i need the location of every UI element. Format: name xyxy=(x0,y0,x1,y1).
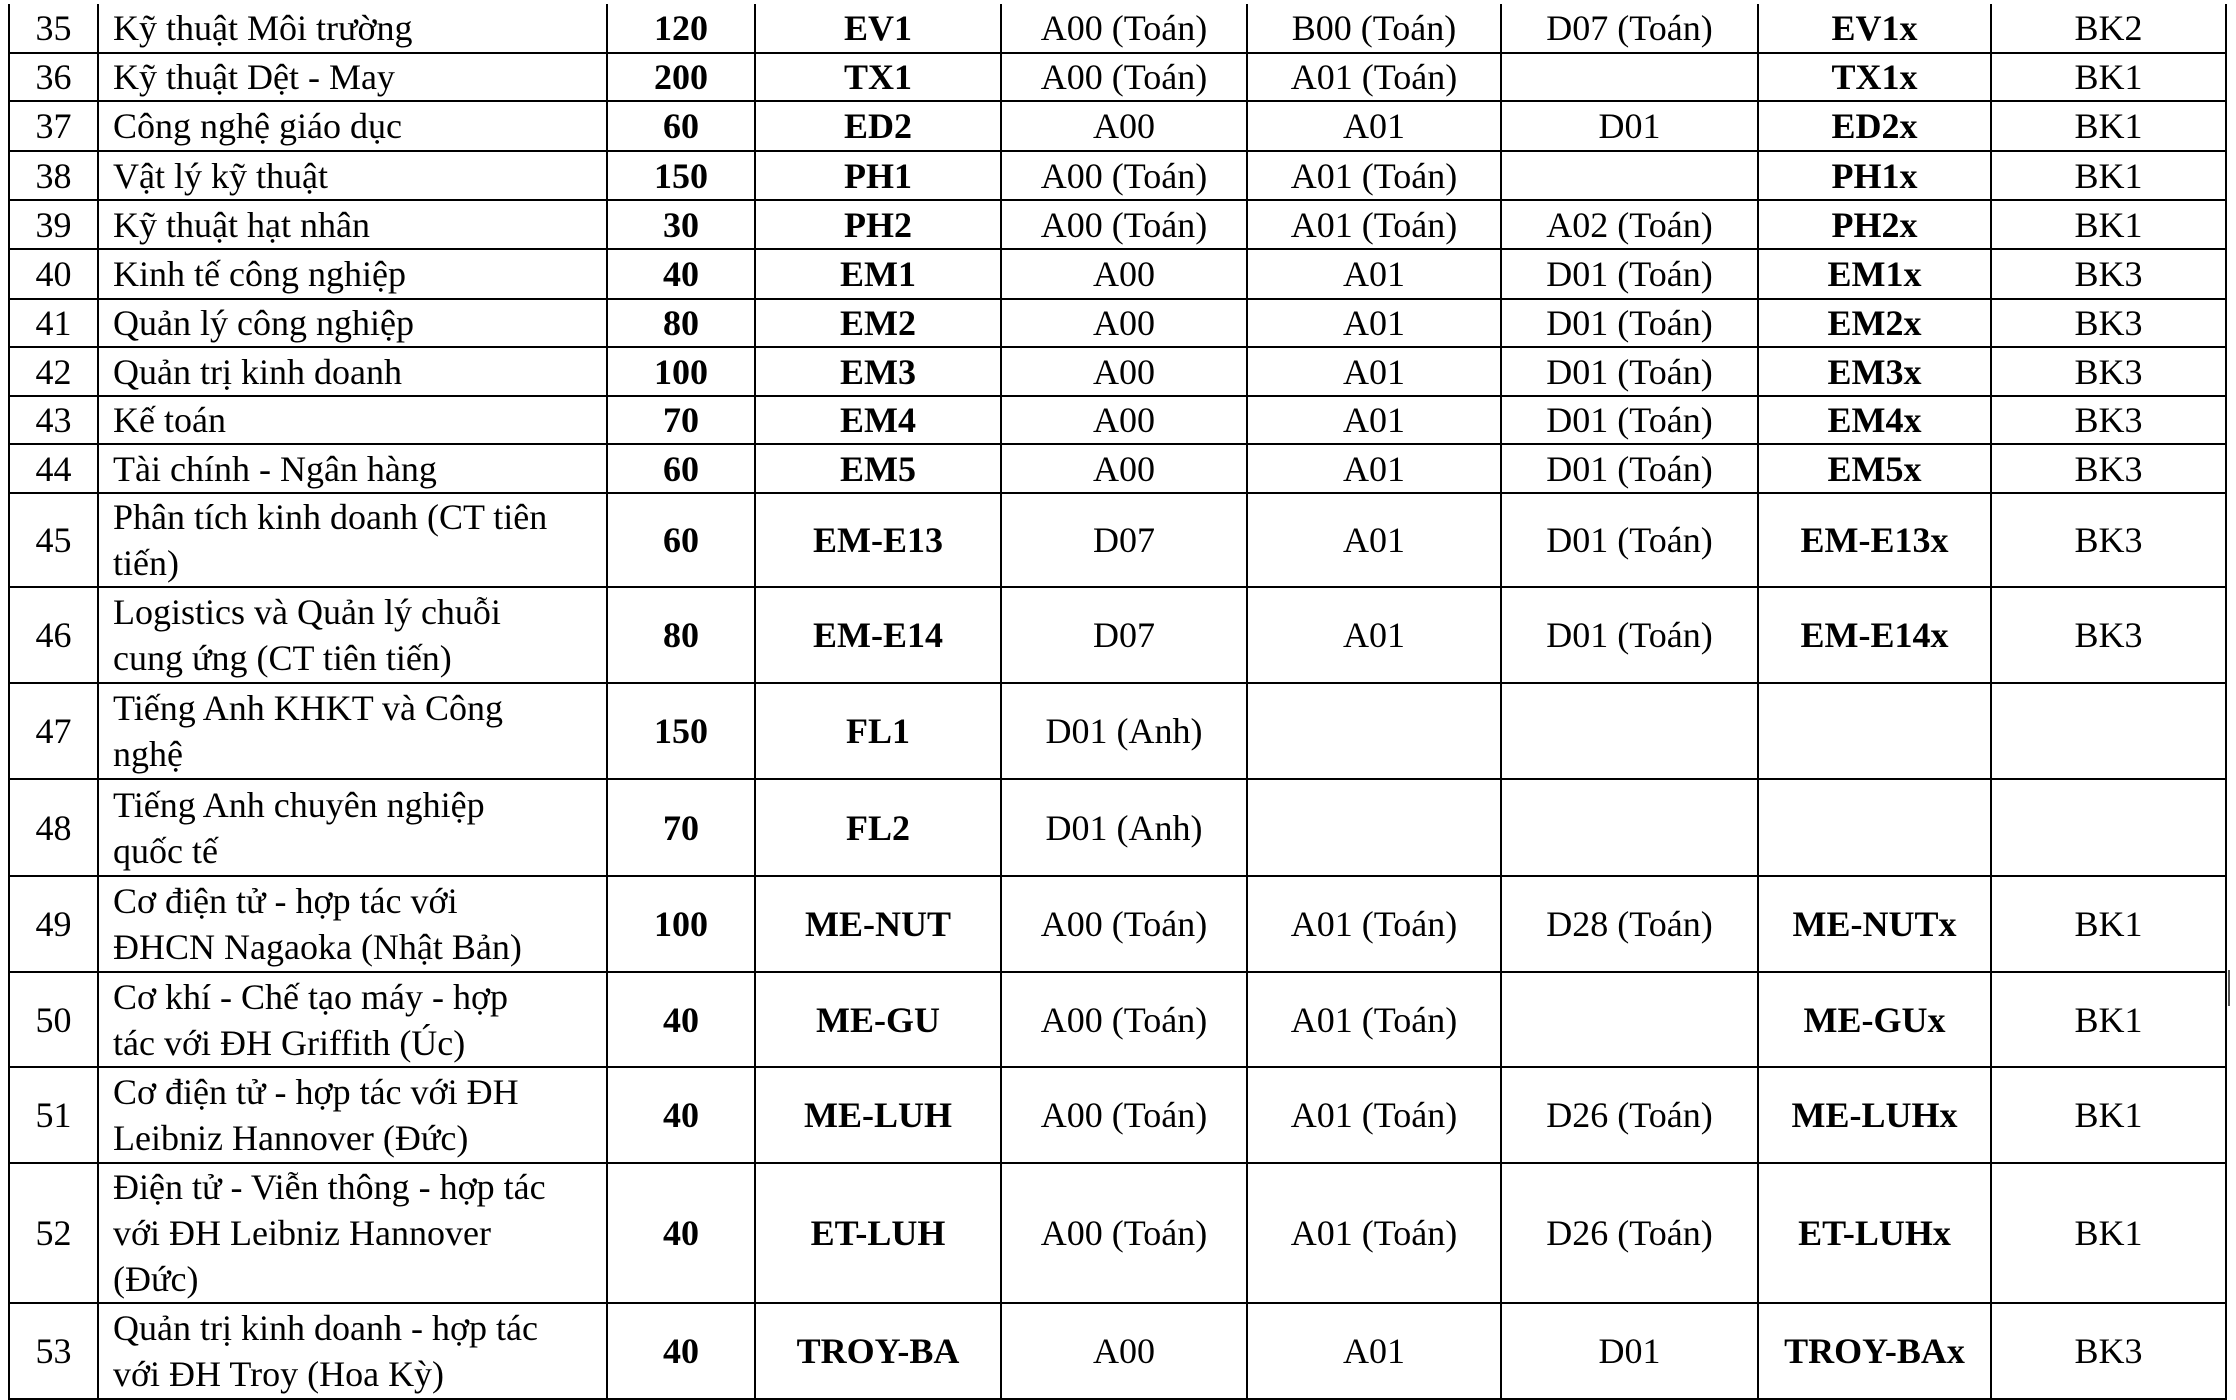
quota-cell: 70 xyxy=(607,396,755,444)
subject-combo-2-cell: B00 (Toán) xyxy=(1247,4,1501,53)
subject-combo-1-cell: D07 xyxy=(1001,587,1247,683)
alt-code-cell: PH1x xyxy=(1758,151,1991,200)
program-code-cell: ME-NUT xyxy=(755,876,1001,972)
group-cell: BK1 xyxy=(1991,876,2226,972)
alt-code-cell: EM2x xyxy=(1758,299,1991,347)
quota-cell: 40 xyxy=(607,1163,755,1303)
quota-cell: 200 xyxy=(607,53,755,101)
subject-combo-1-cell: A00 xyxy=(1001,347,1247,396)
subject-combo-1-cell: D01 (Anh) xyxy=(1001,683,1247,779)
subject-combo-1-cell: A00 (Toán) xyxy=(1001,876,1247,972)
subject-combo-1-cell: A00 xyxy=(1001,101,1247,151)
subject-combo-2-cell: A01 (Toán) xyxy=(1247,972,1501,1067)
program-code-cell: ME-LUH xyxy=(755,1067,1001,1163)
program-code-cell: EM5 xyxy=(755,444,1001,493)
subject-combo-2-cell: A01 xyxy=(1247,444,1501,493)
table-row xyxy=(9,101,2226,151)
table-row xyxy=(9,1163,2226,1303)
program-name-cell: Công nghệ giáo dục xyxy=(98,101,607,151)
table-row xyxy=(9,493,2226,587)
program-code-cell: TROY-BA xyxy=(755,1303,1001,1399)
subject-combo-3-cell xyxy=(1501,779,1758,876)
row-number-cell: 48 xyxy=(9,779,98,876)
group-cell: BK1 xyxy=(1991,1067,2226,1163)
subject-combo-2-cell xyxy=(1247,683,1501,779)
subject-combo-2-cell: A01 xyxy=(1247,587,1501,683)
group-cell: BK3 xyxy=(1991,249,2226,299)
program-name-cell: Tiếng Anh KHKT và Công nghệ xyxy=(98,683,607,779)
table-row xyxy=(9,200,2226,249)
subject-combo-3-cell xyxy=(1501,972,1758,1067)
alt-code-cell: EM1x xyxy=(1758,249,1991,299)
table-row xyxy=(9,876,2226,972)
subject-combo-3-cell: D26 (Toán) xyxy=(1501,1163,1758,1303)
table-row xyxy=(9,972,2226,1067)
subject-combo-3-cell: D01 xyxy=(1501,101,1758,151)
subject-combo-2-cell: A01 xyxy=(1247,396,1501,444)
quota-cell: 120 xyxy=(607,4,755,53)
table-row xyxy=(9,1303,2226,1399)
group-cell xyxy=(1991,779,2226,876)
group-cell: BK3 xyxy=(1991,1303,2226,1399)
subject-combo-1-cell: A00 (Toán) xyxy=(1001,1067,1247,1163)
row-number-cell: 42 xyxy=(9,347,98,396)
subject-combo-2-cell: A01 xyxy=(1247,1303,1501,1399)
subject-combo-2-cell: A01 xyxy=(1247,101,1501,151)
subject-combo-2-cell: A01 xyxy=(1247,299,1501,347)
row-number-cell: 46 xyxy=(9,587,98,683)
group-cell: BK3 xyxy=(1991,493,2226,587)
alt-code-cell: EM4x xyxy=(1758,396,1991,444)
subject-combo-1-cell: A00 xyxy=(1001,396,1247,444)
program-code-cell: ED2 xyxy=(755,101,1001,151)
row-number-cell: 39 xyxy=(9,200,98,249)
quota-cell: 30 xyxy=(607,200,755,249)
program-name-cell: Tài chính - Ngân hàng xyxy=(98,444,607,493)
subject-combo-3-cell: D01 (Toán) xyxy=(1501,347,1758,396)
row-number-cell: 51 xyxy=(9,1067,98,1163)
program-code-cell: PH2 xyxy=(755,200,1001,249)
subject-combo-1-cell: A00 xyxy=(1001,1303,1247,1399)
quota-cell: 60 xyxy=(607,444,755,493)
table-row xyxy=(9,151,2226,200)
program-name-cell: Điện tử - Viễn thông - hợp tác với ĐH Leibniz Hannover (Đức) xyxy=(98,1163,607,1303)
subject-combo-2-cell: A01 (Toán) xyxy=(1247,1163,1501,1303)
subject-combo-2-cell: A01 (Toán) xyxy=(1247,151,1501,200)
row-number-cell: 43 xyxy=(9,396,98,444)
program-name-cell: Kỹ thuật hạt nhân xyxy=(98,200,607,249)
group-cell: BK3 xyxy=(1991,587,2226,683)
group-cell xyxy=(1991,683,2226,779)
subject-combo-2-cell: A01 (Toán) xyxy=(1247,1067,1501,1163)
table-row xyxy=(9,53,2226,101)
group-cell: BK3 xyxy=(1991,444,2226,493)
program-code-cell: EM4 xyxy=(755,396,1001,444)
group-cell: BK1 xyxy=(1991,1163,2226,1303)
subject-combo-3-cell: D07 (Toán) xyxy=(1501,4,1758,53)
alt-code-cell: EM3x xyxy=(1758,347,1991,396)
quota-cell: 40 xyxy=(607,1067,755,1163)
row-number-cell: 37 xyxy=(9,101,98,151)
subject-combo-3-cell: D26 (Toán) xyxy=(1501,1067,1758,1163)
program-code-cell: EM-E13 xyxy=(755,493,1001,587)
table-body xyxy=(9,4,2226,1399)
subject-combo-2-cell: A01 xyxy=(1247,249,1501,299)
group-cell: BK1 xyxy=(1991,200,2226,249)
subject-combo-3-cell: D01 (Toán) xyxy=(1501,299,1758,347)
admissions-table xyxy=(8,4,2227,1400)
text-cursor-mark xyxy=(2228,970,2230,1006)
subject-combo-1-cell: A00 (Toán) xyxy=(1001,1163,1247,1303)
row-number-cell: 36 xyxy=(9,53,98,101)
subject-combo-3-cell: D01 (Toán) xyxy=(1501,396,1758,444)
subject-combo-1-cell: A00 (Toán) xyxy=(1001,972,1247,1067)
subject-combo-1-cell: D01 (Anh) xyxy=(1001,779,1247,876)
program-code-cell: PH1 xyxy=(755,151,1001,200)
program-code-cell: EM2 xyxy=(755,299,1001,347)
subject-combo-1-cell: A00 (Toán) xyxy=(1001,151,1247,200)
subject-combo-1-cell: D07 xyxy=(1001,493,1247,587)
program-name-cell: Tiếng Anh chuyên nghiệp quốc tế xyxy=(98,779,607,876)
table-row xyxy=(9,4,2226,53)
row-number-cell: 40 xyxy=(9,249,98,299)
program-name-cell: Cơ khí - Chế tạo máy - hợp tác với ĐH Griffith (Úc) xyxy=(98,972,607,1067)
table-row xyxy=(9,347,2226,396)
subject-combo-2-cell: A01 xyxy=(1247,347,1501,396)
subject-combo-3-cell: D01 xyxy=(1501,1303,1758,1399)
quota-cell: 80 xyxy=(607,299,755,347)
row-number-cell: 44 xyxy=(9,444,98,493)
program-name-cell: Cơ điện tử - hợp tác với ĐH Leibniz Hannover (Đức) xyxy=(98,1067,607,1163)
row-number-cell: 38 xyxy=(9,151,98,200)
program-name-cell: Kế toán xyxy=(98,396,607,444)
table-row xyxy=(9,683,2226,779)
table-row xyxy=(9,299,2226,347)
alt-code-cell: EV1x xyxy=(1758,4,1991,53)
group-cell: BK3 xyxy=(1991,299,2226,347)
alt-code-cell: EM5x xyxy=(1758,444,1991,493)
row-number-cell: 52 xyxy=(9,1163,98,1303)
table-row xyxy=(9,1067,2226,1163)
quota-cell: 40 xyxy=(607,972,755,1067)
subject-combo-2-cell: A01 (Toán) xyxy=(1247,200,1501,249)
quota-cell: 40 xyxy=(607,1303,755,1399)
subject-combo-3-cell: D01 (Toán) xyxy=(1501,249,1758,299)
program-code-cell: FL1 xyxy=(755,683,1001,779)
row-number-cell: 35 xyxy=(9,4,98,53)
row-number-cell: 49 xyxy=(9,876,98,972)
alt-code-cell: TX1x xyxy=(1758,53,1991,101)
quota-cell: 80 xyxy=(607,587,755,683)
subject-combo-1-cell: A00 (Toán) xyxy=(1001,53,1247,101)
row-number-cell: 47 xyxy=(9,683,98,779)
alt-code-cell xyxy=(1758,683,1991,779)
program-name-cell: Kỹ thuật Dệt - May xyxy=(98,53,607,101)
quota-cell: 150 xyxy=(607,151,755,200)
quota-cell: 150 xyxy=(607,683,755,779)
alt-code-cell: ME-LUHx xyxy=(1758,1067,1991,1163)
subject-combo-2-cell xyxy=(1247,779,1501,876)
row-number-cell: 53 xyxy=(9,1303,98,1399)
group-cell: BK1 xyxy=(1991,972,2226,1067)
alt-code-cell: ME-GUx xyxy=(1758,972,1991,1067)
alt-code-cell: EM-E14x xyxy=(1758,587,1991,683)
subject-combo-3-cell: D28 (Toán) xyxy=(1501,876,1758,972)
table-row xyxy=(9,249,2226,299)
program-name-cell: Quản trị kinh doanh - hợp tác với ĐH Troy (Hoa Kỳ) xyxy=(98,1303,607,1399)
program-code-cell: EV1 xyxy=(755,4,1001,53)
program-code-cell: ET-LUH xyxy=(755,1163,1001,1303)
program-name-cell: Phân tích kinh doanh (CT tiên tiến) xyxy=(98,493,607,587)
row-number-cell: 45 xyxy=(9,493,98,587)
alt-code-cell: ED2x xyxy=(1758,101,1991,151)
program-code-cell: ME-GU xyxy=(755,972,1001,1067)
program-code-cell: EM1 xyxy=(755,249,1001,299)
table-row xyxy=(9,444,2226,493)
program-code-cell: FL2 xyxy=(755,779,1001,876)
group-cell: BK2 xyxy=(1991,4,2226,53)
subject-combo-3-cell: D01 (Toán) xyxy=(1501,444,1758,493)
program-name-cell: Vật lý kỹ thuật xyxy=(98,151,607,200)
table-row xyxy=(9,396,2226,444)
alt-code-cell: ME-NUTx xyxy=(1758,876,1991,972)
subject-combo-3-cell xyxy=(1501,151,1758,200)
subject-combo-2-cell: A01 (Toán) xyxy=(1247,876,1501,972)
quota-cell: 60 xyxy=(607,101,755,151)
alt-code-cell: PH2x xyxy=(1758,200,1991,249)
alt-code-cell: EM-E13x xyxy=(1758,493,1991,587)
subject-combo-3-cell: A02 (Toán) xyxy=(1501,200,1758,249)
alt-code-cell: ET-LUHx xyxy=(1758,1163,1991,1303)
subject-combo-3-cell: D01 (Toán) xyxy=(1501,493,1758,587)
group-cell: BK1 xyxy=(1991,151,2226,200)
subject-combo-3-cell: D01 (Toán) xyxy=(1501,587,1758,683)
alt-code-cell: TROY-BAx xyxy=(1758,1303,1991,1399)
subject-combo-2-cell: A01 (Toán) xyxy=(1247,53,1501,101)
row-number-cell: 50 xyxy=(9,972,98,1067)
subject-combo-1-cell: A00 xyxy=(1001,299,1247,347)
quota-cell: 100 xyxy=(607,876,755,972)
program-code-cell: EM3 xyxy=(755,347,1001,396)
table-row xyxy=(9,587,2226,683)
subject-combo-3-cell xyxy=(1501,683,1758,779)
program-name-cell: Quản trị kinh doanh xyxy=(98,347,607,396)
subject-combo-1-cell: A00 (Toán) xyxy=(1001,200,1247,249)
program-name-cell: Cơ điện tử - hợp tác với ĐHCN Nagaoka (Nhật Bản) xyxy=(98,876,607,972)
table-row xyxy=(9,779,2226,876)
subject-combo-2-cell: A01 xyxy=(1247,493,1501,587)
subject-combo-1-cell: A00 (Toán) xyxy=(1001,4,1247,53)
row-number-cell: 41 xyxy=(9,299,98,347)
subject-combo-1-cell: A00 xyxy=(1001,444,1247,493)
subject-combo-3-cell xyxy=(1501,53,1758,101)
program-name-cell: Kinh tế công nghiệp xyxy=(98,249,607,299)
alt-code-cell xyxy=(1758,779,1991,876)
group-cell: BK3 xyxy=(1991,396,2226,444)
quota-cell: 40 xyxy=(607,249,755,299)
quota-cell: 70 xyxy=(607,779,755,876)
program-name-cell: Logistics và Quản lý chuỗi cung ứng (CT tiên tiến) xyxy=(98,587,607,683)
program-name-cell: Quản lý công nghiệp xyxy=(98,299,607,347)
group-cell: BK1 xyxy=(1991,101,2226,151)
subject-combo-1-cell: A00 xyxy=(1001,249,1247,299)
group-cell: BK3 xyxy=(1991,347,2226,396)
program-code-cell: EM-E14 xyxy=(755,587,1001,683)
program-code-cell: TX1 xyxy=(755,53,1001,101)
quota-cell: 60 xyxy=(607,493,755,587)
quota-cell: 100 xyxy=(607,347,755,396)
group-cell: BK1 xyxy=(1991,53,2226,101)
program-name-cell: Kỹ thuật Môi trường xyxy=(98,4,607,53)
